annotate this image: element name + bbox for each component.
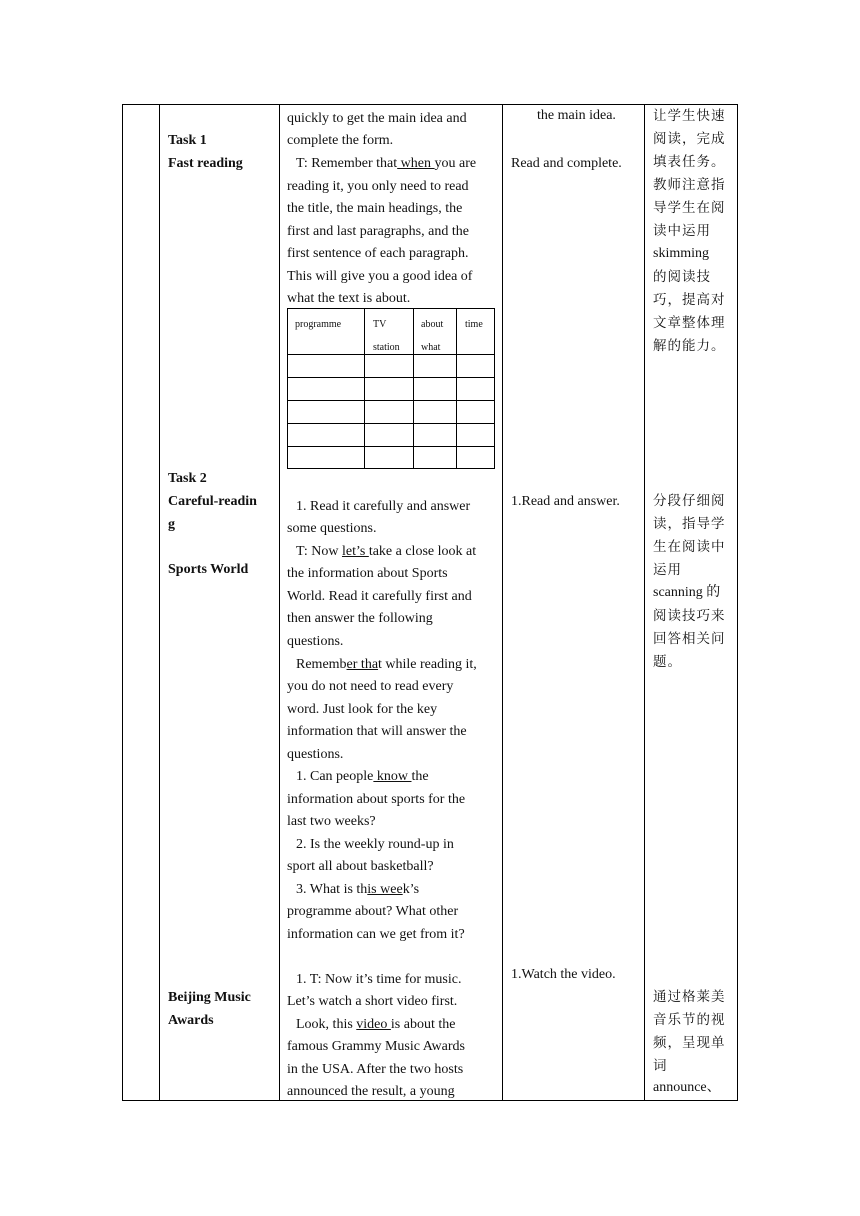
proc-line: in the USA. After the two hosts — [287, 1062, 464, 1077]
proc-line: Let’s watch a short video first. — [287, 994, 458, 1009]
task2-subtitle: Careful-readin — [168, 494, 257, 509]
col-border-3 — [279, 104, 280, 1101]
proc-line: the title, the main headings, the — [287, 201, 463, 216]
proc-line: first and last paragraphs, and the — [287, 224, 469, 239]
intent-line: 回答相关问 — [653, 631, 726, 647]
intent-line: 运用 — [653, 562, 682, 578]
proc-line: T: Now let’s take a close look at — [296, 544, 477, 559]
task1-subtitle: Fast reading — [168, 156, 243, 171]
proc-line: T: Remember that when you are — [296, 156, 477, 171]
intent-line: 教师注意指 — [653, 177, 726, 193]
intent-line: 读，指导学 — [653, 516, 726, 532]
task2-title: Task 2 — [168, 471, 207, 486]
activity-read-complete: Read and complete. — [511, 156, 622, 171]
proc-line: questions. — [287, 634, 344, 649]
proc-line: some questions. — [287, 521, 377, 536]
table-top-border — [122, 104, 738, 105]
intent-line: scanning 的 — [653, 585, 721, 600]
proc-line: you do not need to read every — [287, 679, 454, 694]
col-border-5 — [644, 104, 645, 1101]
intent-line: 词 — [653, 1058, 668, 1074]
intent-line: skimming — [653, 246, 710, 261]
form-header-about: about — [421, 319, 444, 330]
proc-line: what the text is about. — [287, 291, 411, 306]
intent-line: announce、 — [653, 1080, 721, 1095]
intent-line: 填表任务。 — [653, 154, 726, 170]
intent-line: 生在阅读中 — [653, 539, 726, 555]
task2-subtitle-wrap: g — [168, 517, 175, 532]
task1-title: Task 1 — [168, 133, 207, 148]
question-1: 1. Can people know the — [296, 769, 429, 784]
proc-line: announced the result, a young — [287, 1084, 455, 1099]
intent-line: 题。 — [653, 654, 682, 670]
activity-read-answer: 1.Read and answer. — [511, 494, 620, 509]
question-2: 2. Is the weekly round-up in — [296, 837, 454, 852]
col-border-4 — [502, 104, 503, 1101]
proc-line: last two weeks? — [287, 814, 376, 829]
proc-line: the information about Sports — [287, 566, 448, 581]
proc-line: programme about? What other — [287, 904, 459, 919]
intent-line: 读中运用 — [653, 223, 711, 239]
proc-line: Remember that while reading it, — [296, 657, 477, 672]
form-header-tv: TV — [373, 319, 387, 330]
activity-watch-video: 1.Watch the video. — [511, 967, 616, 982]
intent-line: 音乐节的视 — [653, 1012, 726, 1028]
col-border-6 — [737, 104, 738, 1101]
intent-line: 让学生快速 — [653, 108, 726, 124]
proc-line: World. Read it carefully first and — [287, 589, 472, 604]
intent-line: 通过格莱美 — [653, 989, 726, 1005]
proc-line: quickly to get the main idea and — [287, 111, 467, 126]
sports-world-label: Sports World — [168, 562, 249, 577]
intent-line: 阅读，完成 — [653, 131, 726, 147]
proc-line: 1. T: Now it’s time for music. — [296, 972, 462, 987]
intent-line: 频，呈现单 — [653, 1035, 726, 1051]
proc-line: famous Grammy Music Awards — [287, 1039, 465, 1054]
proc-line: 1. Read it carefully and answer — [296, 499, 471, 514]
beijing-music-label: Beijing Music — [168, 990, 251, 1005]
intent-line: 分段仔细阅 — [653, 493, 726, 509]
proc-line: first sentence of each paragraph. — [287, 246, 469, 261]
proc-line: information that will answer the — [287, 724, 467, 739]
beijing-awards-label: Awards — [168, 1013, 214, 1028]
form-header-time: time — [465, 319, 483, 330]
form-header-what: what — [421, 342, 441, 353]
proc-line: word. Just look for the key — [287, 702, 438, 717]
question-3: 3. What is this week’s — [296, 882, 420, 897]
form-header-station: station — [373, 342, 400, 353]
proc-line: information about sports for the — [287, 792, 466, 807]
activity-main-idea: the main idea. — [537, 108, 616, 123]
intent-line: 巧，提高对 — [653, 292, 726, 308]
col-border-2 — [159, 104, 160, 1101]
intent-line: 导学生在阅 — [653, 200, 726, 216]
proc-line: sport all about basketball? — [287, 859, 434, 874]
form-header-programme: programme — [295, 319, 342, 330]
intent-line: 文章整体理 — [653, 315, 726, 331]
proc-line: information can we get from it? — [287, 927, 465, 942]
proc-line: This will give you a good idea of — [287, 269, 473, 284]
proc-line: complete the form. — [287, 133, 394, 148]
intent-line: 阅读技巧来 — [653, 608, 726, 624]
reading-form-table — [287, 308, 495, 469]
proc-line: questions. — [287, 747, 344, 762]
proc-line: reading it, you only need to read — [287, 179, 469, 194]
proc-line: Look, this video is about the — [296, 1017, 456, 1032]
proc-line: then answer the following — [287, 611, 433, 626]
col-border-1 — [122, 104, 123, 1101]
intent-line: 的阅读技 — [653, 269, 711, 285]
intent-line: 解的能力。 — [653, 338, 726, 354]
